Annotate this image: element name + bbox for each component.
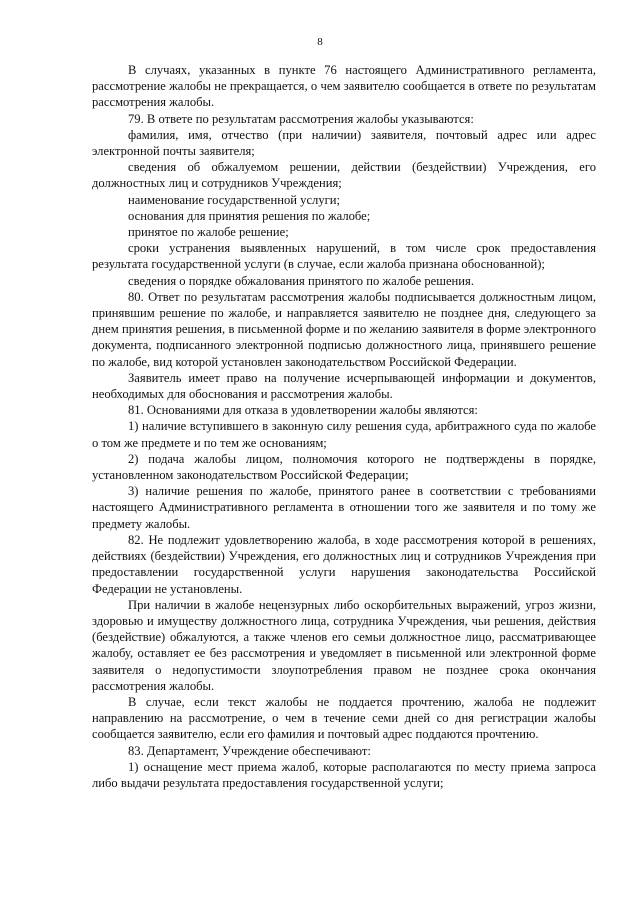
paragraph-unreadable-text: В случае, если текст жалобы не поддается прочтению, жалоба не подлежит направлению на рассмотрение, о чем в течение семи дней со дня регистрации жалобы сообщается заявителю, если его фамилия и почтовый адрес поддаются прочтению.	[92, 694, 596, 742]
paragraph-81-item-3: 3) наличие решения по жалобе, принятого ранее в соответствии с требованиями настоящего Административного регламента в отношении того же заявителя и по тому же предмету жалобы.	[92, 484, 596, 531]
paragraph-abusive-language: При наличии в жалобе нецензурных либо оскорбительных выражений, угроз жизни, здоровью и имуществу должностного лица, сотрудника Учреждения, чьи решения, действия (бездействие) обжалуются, а также членов его семьи должностное лицо, рассматривающее жалобу, оставляет ее без рассмотрения и уведомляет в письменной или электронной форме заявителя о недопустимости злоупотребления правом не позднее срока окончания рассмотрения жалобы.	[92, 597, 596, 693]
paragraph-79-service-name: наименование государственной услуги;	[128, 192, 341, 207]
paragraph-82: 82. Не подлежит удовлетворению жалоба, в ходе рассмотрения которой в решениях, действиях (бездействии) Учреждения, его должностных лиц и сотрудников Учреждения при предоставлении государственной услуги нарушения законодательства Российской Федерации не установлены.	[92, 532, 596, 596]
paragraph-79-decision: принятое по жалобе решение;	[128, 225, 289, 240]
paragraph-80: 80. Ответ по результатам рассмотрения жалобы подписывается должностным лицом, принявшим решение по жалобе, и направляется заявителю не позднее дня, следующего за днем принятия решения, в письменной форме и по желанию заявителя в форме электронного документа, подписанного электронной подписью должностного лица, принявшего решение по жалобе, вид которой установлен законодательством Российской Федерации.	[92, 289, 596, 369]
paragraph-79-heading: 79. В ответе по результатам рассмотрения жалобы указываются:	[128, 111, 474, 126]
paragraph-complaint-not-terminated: В случаях, указанных в пункте 76 настоящего Административного регламента, рассмотрение жалобы не прекращается, о чем заявителю сообщается в ответе по результатам рассмотрения жалобы.	[92, 63, 596, 110]
paragraph-81-item-1: 1) наличие вступившего в законную силу решения суда, арбитражного суда по жалобе о том же предмете и по тем же основаниям;	[92, 419, 596, 450]
paragraph-83-item-1: 1) оснащение мест приема жалоб, которые располагаются по месту приема запроса либо выдачи результата предоставления государственной услуги;	[92, 759, 596, 790]
paragraph-79-appealed-decision: сведения об обжалуемом решении, действии (бездействии) Учреждения, его должностных лиц и сотрудников Учреждения;	[92, 160, 596, 191]
document-body	[92, 62, 596, 791]
paragraph-79-deadlines: сроки устранения выявленных нарушений, в том числе срок предоставления результата государственной услуги (в случае, если жалоба признана обоснованной);	[92, 241, 596, 272]
page-number: 8	[317, 36, 323, 48]
paragraph-79-applicant-name: фамилия, имя, отчество (при наличии) заявителя, почтовый адрес или адрес электронной почты заявителя;	[92, 127, 596, 159]
paragraph-81-item-2: 2) подача жалобы лицом, полномочия которого не подтверждены в порядке, установленном законодательством Российской Федерации;	[92, 451, 596, 483]
paragraph-83-heading: 83. Департамент, Учреждение обеспечивают:	[128, 743, 371, 758]
paragraph-79-appeal-procedure: сведения о порядке обжалования принятого по жалобе решения.	[128, 273, 474, 288]
paragraph-applicant-right: Заявитель имеет право на получение исчерпывающей информации и документов, необходимых для обоснования и рассмотрения жалобы.	[92, 370, 596, 402]
paragraph-81-heading: 81. Основаниями для отказа в удовлетворении жалобы являются:	[128, 403, 478, 418]
paragraph-79-grounds: основания для принятия решения по жалобе;	[128, 208, 371, 223]
